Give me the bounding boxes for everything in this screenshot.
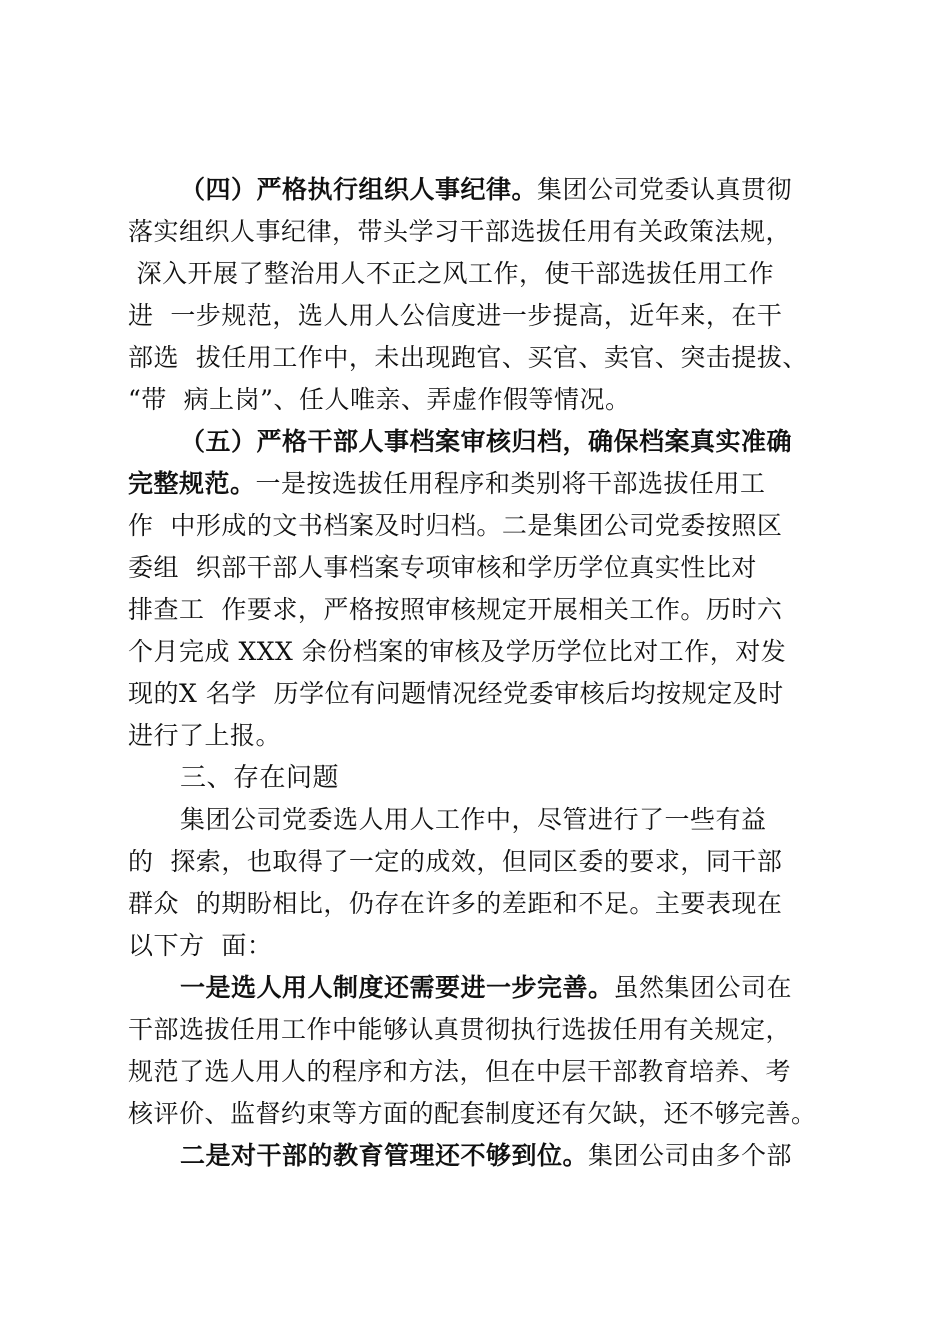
section5-line-8: 进行了上报。 <box>128 721 282 750</box>
section5-title-line-1: （五）严格干部人事档案审核归档，确保档案真实准确 <box>180 427 793 456</box>
section4-line-5: 部选 拔任用工作中，未出现跑官、买官、卖官、突击提拔、 <box>128 343 808 372</box>
problem2-line-1 <box>180 1136 792 1176</box>
intro-line-2: 的 探索，也取得了一定的成效，但同区委的要求，同干部 <box>128 847 783 876</box>
section5-line-7: 现的X 名学 历学位有问题情况经党委审核后均按规定及时 <box>128 679 784 708</box>
section5-line-3: 作 中形成的文书档案及时归档。二是集团公司党委按照区 <box>128 511 783 540</box>
problem1-line-1 <box>180 968 792 1008</box>
section5-line-5: 排查工 作要求，严格按照审核规定开展相关工作。历时六 <box>128 595 783 624</box>
section4-line-4: 进 一步规范，选人用人公信度进一步提高，近年来，在干 <box>128 301 783 330</box>
section5-line-2 <box>128 464 766 504</box>
section4-line-6: “带 病上岗”、任人唯亲、弄虚作假等情况。 <box>128 385 631 414</box>
intro-line-3: 群众 的期盼相比，仍存在许多的差距和不足。主要表现在 <box>128 889 783 918</box>
problem2-line-1-text: 集团公司由多个部 <box>588 1141 793 1170</box>
problem1-line-3: 规范了选人用人的程序和方法，但在中层干部教育培养、考 <box>128 1057 792 1086</box>
problem1-line-1-text: 虽然集团公司在 <box>613 973 793 1002</box>
intro-line-1: 集团公司党委选人用人工作中，尽管进行了一些有益 <box>180 805 767 834</box>
problem2-title: 二是对干部的教育管理还不够到位。 <box>180 1141 589 1170</box>
section4-line-2: 落实组织人事纪律，带头学习干部选拔任用有关政策法规， <box>128 217 792 246</box>
section5-line-2-text: 一是按选拔任用程序和类别将干部选拔任用工 <box>255 469 766 498</box>
intro-line-4: 以下方 面： <box>128 931 273 960</box>
problem1-line-4: 核评价、监督约束等方面的配套制度还有欠缺，还不够完善。 <box>128 1099 817 1128</box>
section4-title: （四）严格执行组织人事纪律。 <box>180 175 538 204</box>
problem1-title: 一是选人用人制度还需要进一步完善。 <box>180 973 614 1002</box>
section5-line-4: 委组 织部干部人事档案专项审核和学历学位真实性比对 <box>128 553 757 582</box>
section5-line-6: 个月完成 XXX 余份档案的审核及学历学位比对工作，对发 <box>128 637 787 666</box>
problem1-line-2: 干部选拔任用工作中能够认真贯彻执行选拔任用有关规定， <box>128 1015 792 1044</box>
section4-line-1-text: 集团公司党委认真贯彻 <box>537 175 793 204</box>
section4-line-3: 深入开展了整治用人不正之风工作，使干部选拔任用工作 <box>128 259 774 288</box>
section5-title-line-2: 完整规范。 <box>128 469 256 498</box>
section4-line-1 <box>180 170 792 210</box>
section-heading-problems: 三、存在问题 <box>180 763 340 793</box>
